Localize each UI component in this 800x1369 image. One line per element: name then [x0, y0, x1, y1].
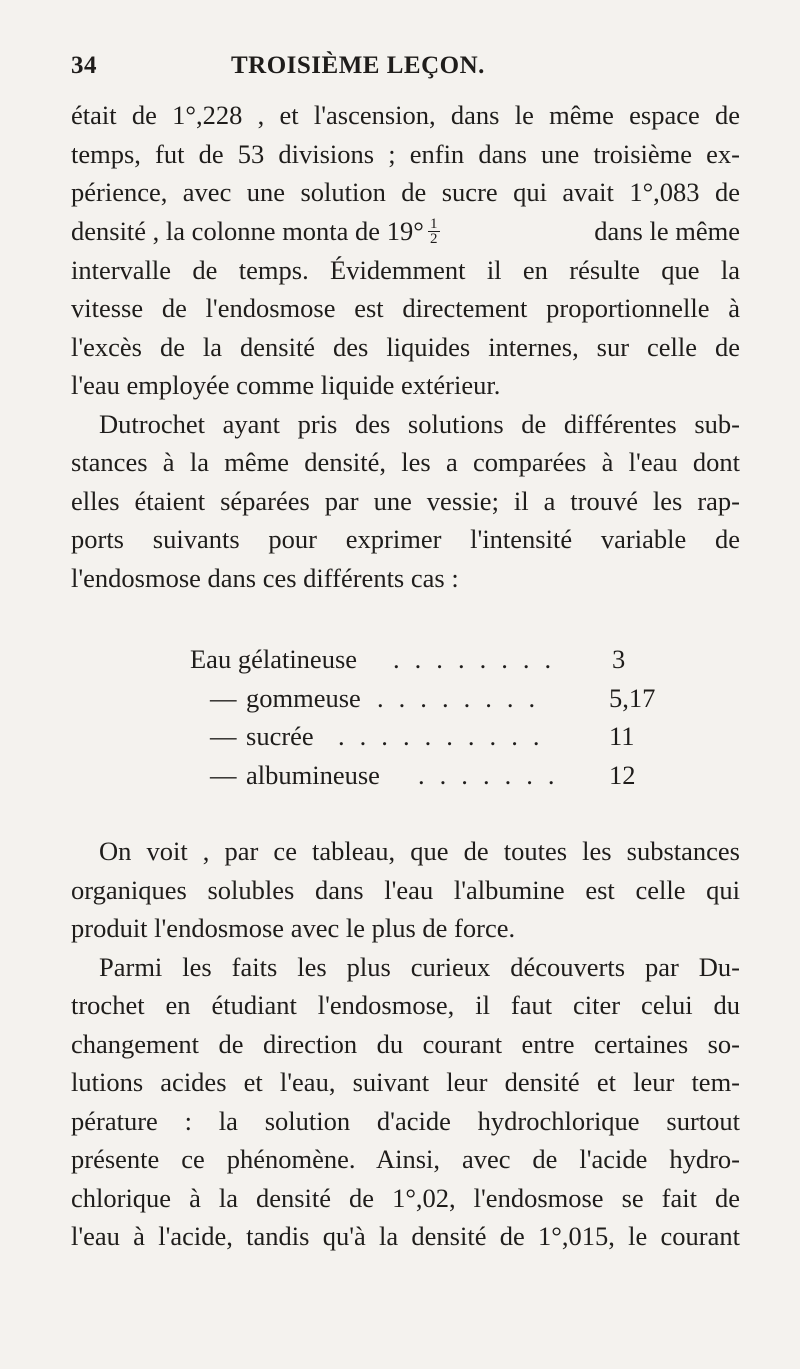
fraction-denominator: 2 — [430, 231, 438, 248]
row-label: sucrée — [246, 721, 314, 751]
table-row — [0, 640, 800, 678]
row-label: albumineuse — [246, 760, 380, 790]
ditto-dash: — — [210, 721, 237, 751]
text-line: vitesse de l'endosmose est directement proportionnelle à — [71, 293, 740, 323]
text-line: trochet en étudiant l'endosmose, il faut citer celui du — [71, 990, 740, 1020]
text-line: l'eau à l'acide, tandis qu'à la densité de 1°,015, le courant — [71, 1221, 740, 1251]
text-line: l'excès de la densité des liquides internes, sur celle de — [71, 332, 740, 362]
row-value: 12 — [609, 760, 636, 790]
text-line: Parmi les faits les plus curieux découverts par Du- — [99, 952, 740, 982]
text-line: était de 1°,228 , et l'ascension, dans le même espace de — [71, 100, 740, 130]
text-line: ports suivants pour exprimer l'intensité variable de — [71, 524, 740, 554]
fraction-one-half — [428, 217, 440, 246]
leader-dots: . . . . . . . . — [377, 683, 540, 713]
ditto-dash: — — [210, 683, 237, 713]
text-line: changement de direction du courant entre certaines so- — [71, 1029, 740, 1059]
text-line: temps, fut de 53 divisions ; enfin dans une troisième ex- — [71, 139, 740, 169]
text-line: Dutrochet ayant pris des solutions de différentes sub- — [99, 409, 740, 439]
text-line: l'eau employée comme liquide extérieur. — [71, 370, 501, 400]
text-line: l'endosmose dans ces différents cas : — [71, 563, 459, 593]
row-value: 11 — [609, 721, 635, 751]
row-label: gommeuse — [246, 683, 361, 713]
leader-dots: . . . . . . . . — [393, 644, 556, 674]
text-line: lutions acides et l'eau, suivant leur densité et leur tem- — [71, 1067, 740, 1097]
text-line: présente ce phénomène. Ainsi, avec de l'acide hydro- — [71, 1144, 740, 1174]
running-title: TROISIÈME LEÇON. — [231, 52, 485, 79]
text-segment: dans le même — [594, 216, 740, 246]
table-row — [0, 717, 800, 755]
text-line: organiques solubles dans l'eau l'albumine est celle qui — [71, 875, 740, 905]
table-row — [0, 679, 800, 717]
page-number: 34 — [71, 52, 97, 79]
leader-dots: . . . . . . . — [418, 760, 559, 790]
table-row — [0, 756, 800, 794]
ditto-dash: — — [210, 760, 237, 790]
leader-dots: . . . . . . . . . . — [338, 721, 544, 751]
text-line: pérature : la solution d'acide hydrochlorique surtout — [71, 1106, 740, 1136]
text-line: périence, avec une solution de sucre qui avait 1°,083 de — [71, 177, 740, 207]
row-value: 5,17 — [609, 683, 656, 713]
fraction-numerator: 1 — [428, 217, 440, 232]
text-line: chlorique à la densité de 1°,02, l'endosmose se fait de — [71, 1183, 740, 1213]
text-segment: densité , la colonne monta de 19° — [71, 216, 424, 246]
text-line: produit l'endosmose avec le plus de force. — [71, 913, 516, 943]
text-line: On voit , par ce tableau, que de toutes les substances — [99, 836, 740, 866]
text-line-with-fraction — [71, 216, 740, 248]
text-line: intervalle de temps. Évidemment il en résulte que la — [71, 255, 740, 285]
row-value: 3 — [612, 644, 626, 674]
text-line: stances à la même densité, les a comparées à l'eau dont — [71, 447, 740, 477]
text-line: elles étaient séparées par une vessie; il a trouvé les rap- — [71, 486, 740, 516]
row-label: Eau gélatineuse — [190, 644, 358, 674]
